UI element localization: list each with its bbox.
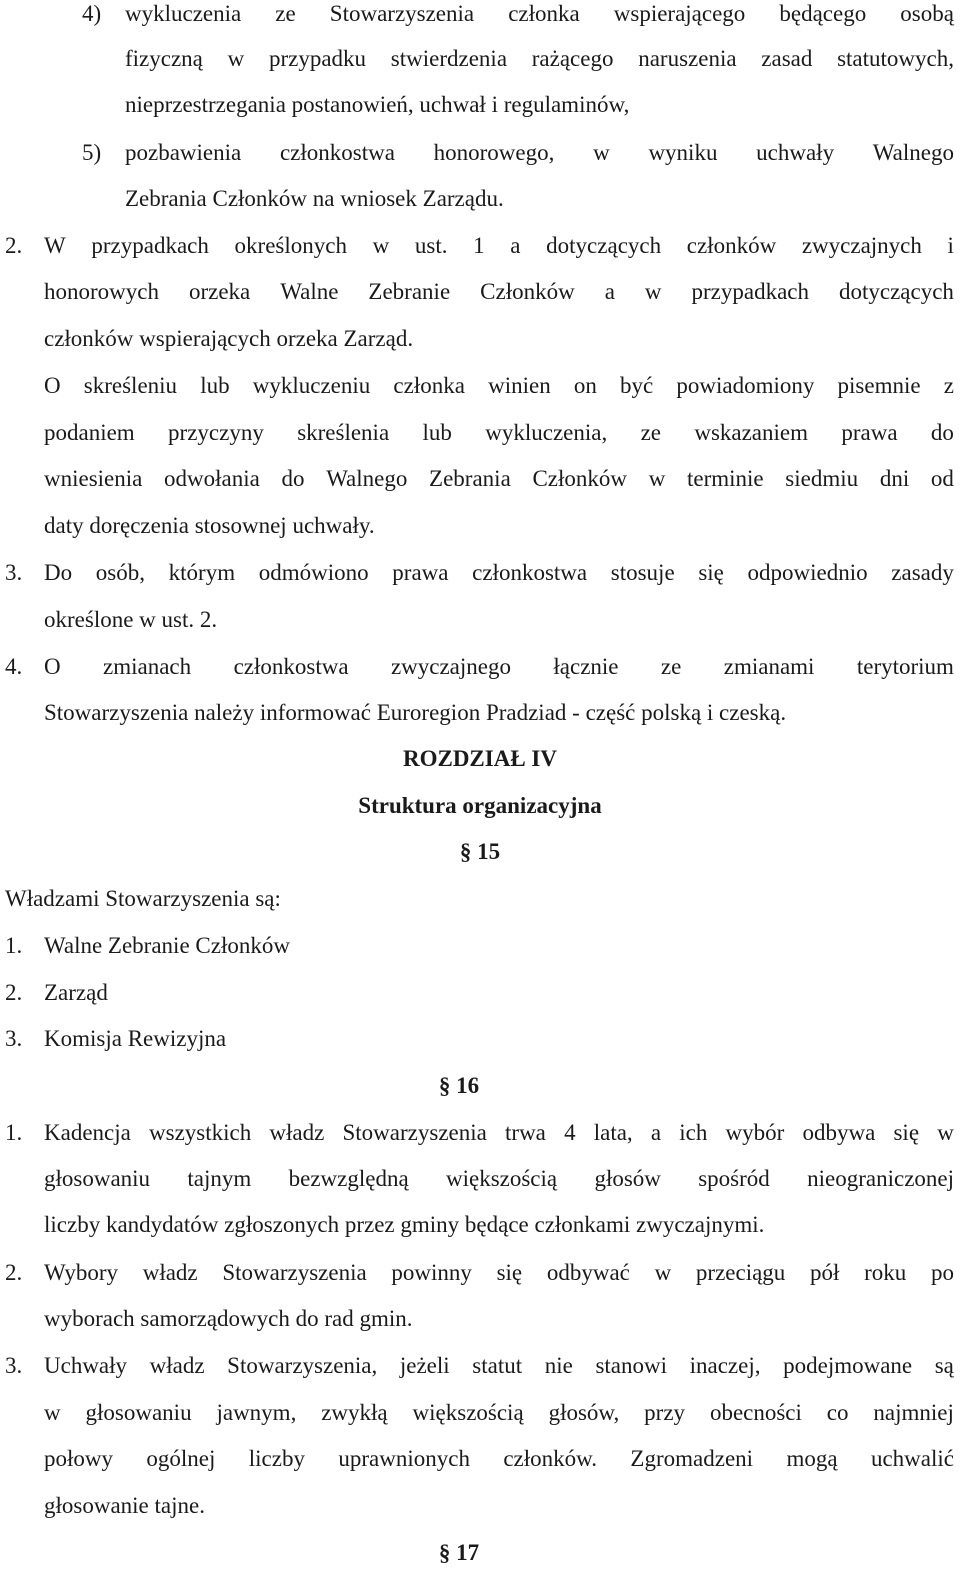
word: głosów: [594, 1166, 661, 1191]
word: w: [648, 466, 666, 491]
word: najmniej: [873, 1400, 954, 1425]
text-line: [44, 1259, 954, 1287]
paragraph-number: 4.: [5, 654, 23, 679]
word: Zebrania: [429, 466, 511, 491]
text-line: [44, 559, 954, 587]
word: jeżeli: [399, 1353, 450, 1378]
word: i: [947, 233, 954, 258]
list-number: 5): [82, 140, 102, 165]
word: uchwalić: [870, 1446, 954, 1471]
word: Wybory: [44, 1260, 118, 1285]
word: statut: [472, 1353, 523, 1378]
word: osób,: [95, 560, 145, 585]
word: naruszenia: [638, 46, 737, 71]
word: dotyczących: [546, 233, 662, 258]
section-mark: § 16: [438, 1073, 480, 1098]
word: odmówiono: [258, 560, 369, 585]
list-item: Walne Zebranie Członków: [44, 933, 290, 958]
word: od: [930, 466, 954, 491]
word: podaniem: [44, 420, 135, 445]
word: powiadomiony: [676, 373, 815, 398]
word: on: [573, 373, 597, 398]
word: zwykłą: [321, 1400, 388, 1425]
text-line: [44, 1399, 954, 1427]
word: pozbawienia: [125, 140, 242, 165]
word: stosuje: [610, 560, 675, 585]
word: połowy: [44, 1446, 113, 1471]
word: władz: [149, 1353, 205, 1378]
word: Kadencja: [44, 1120, 131, 1145]
word: z: [943, 373, 954, 398]
chapter-subtitle: Struktura organizacyjna: [358, 793, 602, 818]
word: pisemnie: [837, 373, 921, 398]
text-line: członków wspierających orzeka Zarząd.: [44, 326, 414, 351]
word: Do: [44, 560, 73, 585]
word: Walnego: [872, 140, 954, 165]
word: członkostwa: [472, 560, 588, 585]
text-line: [44, 278, 954, 306]
text-line: [125, 139, 954, 167]
word: władz: [269, 1120, 325, 1145]
text-line: [44, 1165, 954, 1193]
word: lub: [422, 420, 452, 445]
word: zwyczajnego: [390, 654, 511, 679]
word: wspierającego: [613, 1, 746, 26]
word: Walne: [280, 279, 339, 304]
word: O: [44, 373, 61, 398]
text-line: daty doręczenia stosownej uchwały.: [44, 513, 375, 538]
word: Stowarzyszenia: [329, 1, 475, 26]
text-line: [44, 1352, 954, 1380]
word: odbywać: [546, 1260, 630, 1285]
text-line: wyborach samorządowych do rad gmin.: [44, 1306, 413, 1331]
word: do: [930, 420, 954, 445]
text-line: [44, 1119, 954, 1147]
word: nieograniczonej: [807, 1166, 954, 1191]
word: po: [930, 1260, 954, 1285]
text-line: [44, 1445, 954, 1473]
word: będącego: [779, 1, 867, 26]
word: głosowaniu: [85, 1400, 192, 1425]
word: odbywa: [802, 1120, 876, 1145]
text-line: określone w ust. 2.: [44, 607, 218, 632]
word: Członków: [480, 279, 575, 304]
word: zasad: [761, 46, 813, 71]
word: wyniku: [648, 140, 718, 165]
text-line: Władzami Stowarzyszenia są:: [5, 886, 281, 911]
word: Członków: [532, 466, 628, 491]
word: a: [650, 1120, 662, 1145]
word: orzeka: [188, 279, 251, 304]
word: łącznie: [553, 654, 619, 679]
word: obecności: [709, 1400, 802, 1425]
word: większością: [445, 1166, 558, 1191]
word: ich: [679, 1120, 708, 1145]
word: W: [44, 233, 66, 258]
word: terminie: [686, 466, 764, 491]
word: stwierdzenia: [390, 46, 508, 71]
word: prawa: [841, 420, 898, 445]
chapter-title: ROZDZIAŁ IV: [402, 746, 557, 771]
word: się: [698, 560, 724, 585]
word: Uchwały: [44, 1353, 128, 1378]
word: większością: [412, 1400, 524, 1425]
text-line: [44, 419, 954, 447]
word: określonych: [234, 233, 347, 258]
word: przy: [644, 1400, 686, 1425]
word: przypadku: [268, 46, 367, 71]
word: ogólnej: [146, 1446, 216, 1471]
word: ust.: [414, 233, 448, 258]
word: uchwały: [756, 140, 835, 165]
paragraph-number: 2.: [5, 1260, 23, 1285]
section-mark: § 15: [459, 839, 501, 864]
word: członkostwa: [279, 140, 395, 165]
word: Stowarzyszenia: [342, 1120, 487, 1145]
text-line: [125, 45, 954, 73]
word: Zgromadzeni: [630, 1446, 754, 1471]
word: spośród: [698, 1166, 770, 1191]
word: ze: [660, 654, 682, 679]
word: członka: [393, 373, 465, 398]
word: zwyczajnych: [801, 233, 922, 258]
word: przypadkach: [91, 233, 209, 258]
word: w: [654, 1260, 672, 1285]
word: przeciągu: [695, 1260, 786, 1285]
text-line: [44, 653, 954, 681]
word: którym: [168, 560, 236, 585]
word: być: [620, 373, 654, 398]
word: głosowaniu: [44, 1166, 151, 1191]
list-number: 4): [82, 1, 102, 26]
word: honorowych: [44, 279, 159, 304]
word: prawa: [392, 560, 449, 585]
word: tajnym: [187, 1166, 252, 1191]
word: bezwzględną: [288, 1166, 409, 1191]
word: O: [44, 654, 61, 679]
paragraph-number: 1.: [5, 1120, 23, 1145]
text-line: liczby kandydatów zgłoszonych przez gminy będące członkami zwyczajnymi.: [44, 1212, 765, 1237]
word: nie: [544, 1353, 573, 1378]
word: członkostwa: [233, 654, 349, 679]
word: wniesienia: [44, 466, 143, 491]
word: winien: [488, 373, 551, 398]
word: lata,: [593, 1120, 633, 1145]
word: w: [644, 279, 662, 304]
word: w: [937, 1120, 954, 1145]
word: dni: [879, 466, 910, 491]
text-line: [44, 232, 954, 260]
word: zmianach: [103, 654, 192, 679]
word: stanowi: [595, 1353, 668, 1378]
word: wykluczenia: [125, 1, 242, 26]
word: Zebranie: [368, 279, 451, 304]
list-number: 3.: [5, 1026, 23, 1051]
word: dotyczących: [838, 279, 954, 304]
word: przypadkach: [691, 279, 809, 304]
word: a: [510, 233, 521, 258]
word: uprawnionych: [338, 1446, 470, 1471]
word: skreślenia: [297, 420, 390, 445]
word: członków.: [503, 1446, 598, 1471]
text-line: Zebrania Członków na wniosek Zarządu.: [125, 186, 504, 211]
list-item: Zarząd: [44, 980, 108, 1005]
word: się: [893, 1120, 920, 1145]
word: odpowiednio: [747, 560, 868, 585]
word: lub: [200, 373, 230, 398]
word: się: [496, 1260, 523, 1285]
text-line: Stowarzyszenia należy informować Euroregion Pradziad - część polską i czeską.: [44, 700, 787, 725]
word: terytorium: [856, 654, 954, 679]
word: odwołania: [164, 466, 260, 491]
text-line: [44, 372, 954, 400]
word: Walnego: [326, 466, 408, 491]
paragraph-number: 3.: [5, 1353, 23, 1378]
word: a: [604, 279, 615, 304]
list-number: 1.: [5, 933, 23, 958]
word: są: [934, 1353, 954, 1378]
text-line: głosowanie tajne.: [44, 1493, 205, 1518]
word: wybór: [725, 1120, 785, 1145]
list-item: Komisja Rewizyjna: [44, 1026, 227, 1051]
list-number: 2.: [5, 980, 23, 1005]
word: co: [826, 1400, 849, 1425]
word: osobą: [900, 1, 954, 26]
word: ze: [275, 1, 296, 26]
word: w: [372, 233, 390, 258]
word: podejmowane: [783, 1353, 913, 1378]
word: zasady: [891, 560, 954, 585]
section-mark: § 17: [438, 1540, 480, 1565]
word: trwa: [505, 1120, 546, 1145]
text-line: [44, 465, 954, 493]
word: siedmiu: [785, 466, 859, 491]
word: powinny: [391, 1260, 472, 1285]
word: przyczyny: [168, 420, 264, 445]
word: liczby: [248, 1446, 305, 1471]
word: Stowarzyszenia: [222, 1260, 367, 1285]
word: członka: [508, 1, 580, 26]
word: pół: [810, 1260, 840, 1285]
word: 4: [564, 1120, 576, 1145]
word: roku: [864, 1260, 907, 1285]
word: statutowych,: [837, 46, 954, 71]
word: jawnym,: [216, 1400, 297, 1425]
word: wykluczenia,: [485, 420, 608, 445]
word: wszystkich: [149, 1120, 252, 1145]
word: zmianami: [723, 654, 815, 679]
word: 1: [473, 233, 485, 258]
word: rażącego: [531, 46, 614, 71]
paragraph-number: 3.: [5, 560, 23, 585]
word: w: [227, 46, 245, 71]
word: głosów,: [548, 1400, 620, 1425]
word: władz: [142, 1260, 198, 1285]
word: Stowarzyszenia,: [227, 1353, 378, 1378]
word: w: [44, 1400, 61, 1425]
word: do: [281, 466, 305, 491]
word: inaczej,: [689, 1353, 761, 1378]
word: wskazaniem: [694, 420, 809, 445]
text-line: [125, 0, 954, 28]
word: honorowego,: [433, 140, 555, 165]
text-line: nieprzestrzegania postanowień, uchwał i regulaminów,: [125, 92, 630, 117]
word: ze: [640, 420, 661, 445]
word: członków: [686, 233, 777, 258]
word: wykluczeniu: [252, 373, 371, 398]
word: w: [593, 140, 610, 165]
word: fizyczną: [125, 46, 203, 71]
word: mogą: [786, 1446, 838, 1471]
paragraph-number: 2.: [5, 233, 23, 258]
word: skreśleniu: [83, 373, 178, 398]
